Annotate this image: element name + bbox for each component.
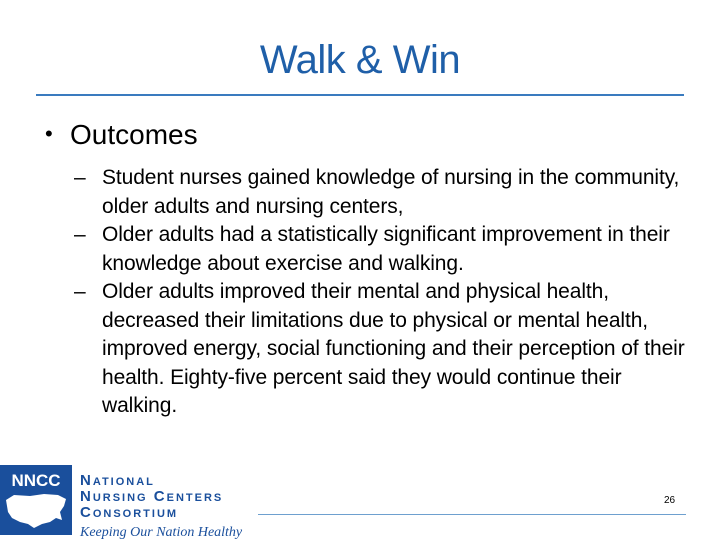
footer-divider xyxy=(258,514,686,515)
nncc-logo xyxy=(0,462,260,540)
sub-bullet-item xyxy=(74,221,686,278)
dash-icon: – xyxy=(74,223,86,246)
logo-line-1: National xyxy=(80,472,155,489)
sub-bullet-list xyxy=(74,164,686,421)
sub-bullet-item xyxy=(74,278,686,421)
logo-line-3: Consortium xyxy=(80,504,179,521)
sub-bullet-text: Older adults improved their mental and physical health, decreased their limitations due to physical or mental health, improved energy, social functioning and their perception of their health. Eighty-five percent said they would continue their walking. xyxy=(102,280,685,417)
main-bullet xyxy=(45,119,198,151)
sub-bullet-text: Older adults had a statistically significant improvement in their knowledge about exercise and walking. xyxy=(102,223,670,275)
title-divider xyxy=(36,94,684,96)
slide-title: Walk & Win xyxy=(259,38,461,82)
logo-tagline: Keeping Our Nation Healthy xyxy=(80,525,243,540)
dash-icon: – xyxy=(74,280,86,303)
bullet-dot-icon: • xyxy=(45,121,53,146)
main-bullet-text: Outcomes xyxy=(70,119,198,150)
logo-abbr: NNCC xyxy=(11,471,61,490)
dash-icon: – xyxy=(74,166,86,189)
page-number: 26 xyxy=(664,495,676,506)
sub-bullet-text: Student nurses gained knowledge of nursing in the community, older adults and nursing centers, xyxy=(102,166,680,218)
logo-line-2: Nursing Centers xyxy=(80,488,224,505)
sub-bullet-item xyxy=(74,164,686,221)
